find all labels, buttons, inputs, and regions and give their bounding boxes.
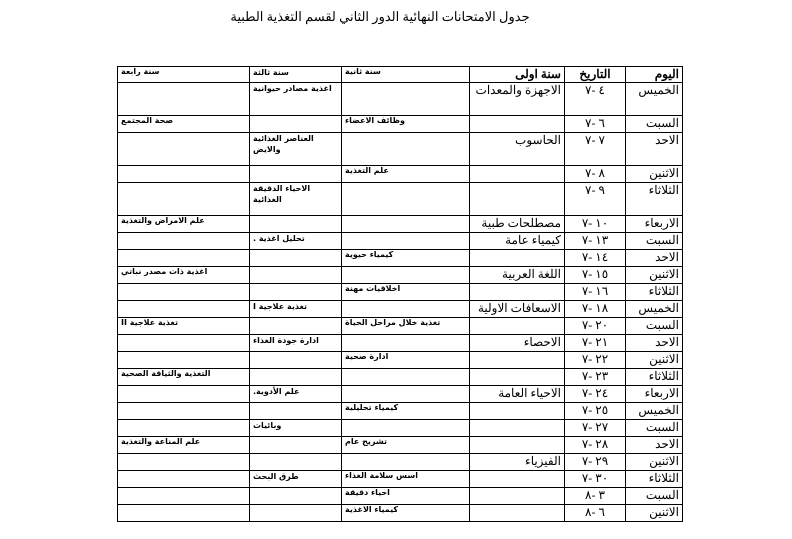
date-cell: ٢٣ -٧ — [565, 369, 626, 386]
day-cell: الخميس — [626, 83, 683, 116]
table-row — [118, 386, 683, 403]
year2-exam-cell — [342, 386, 470, 403]
table-row — [118, 352, 683, 369]
year4-exam-cell — [118, 488, 250, 505]
date-cell: ٢٨ -٧ — [565, 437, 626, 454]
date-cell: ١٠ -٧ — [565, 216, 626, 233]
year1-exam-cell — [470, 471, 565, 488]
year1-exam-cell — [470, 437, 565, 454]
day-cell: الخميس — [626, 301, 683, 318]
date-cell: ١٨ -٧ — [565, 301, 626, 318]
year1-exam-cell — [470, 369, 565, 386]
year3-exam-cell: تغذية علاجية I — [250, 301, 342, 318]
year3-exam-cell — [250, 454, 342, 471]
year4-exam-cell: علم الامراض والتغذية — [118, 216, 250, 233]
day-cell: الاحد — [626, 335, 683, 352]
year3-exam-cell: العناصر الغذائية والايض — [250, 133, 342, 166]
date-cell: ٢٢ -٧ — [565, 352, 626, 369]
date-cell: ٢٩ -٧ — [565, 454, 626, 471]
year2-exam-cell — [342, 267, 470, 284]
year1-exam-cell — [470, 505, 565, 522]
year2-exam-cell — [342, 335, 470, 352]
year4-exam-cell — [118, 133, 250, 166]
year3-exam-cell: ادارة جودة الغذاء — [250, 335, 342, 352]
year4-exam-cell — [118, 250, 250, 267]
year2-exam-cell: اسس سلامة الغذاء — [342, 471, 470, 488]
header-day: اليوم — [626, 67, 683, 83]
table-row — [118, 301, 683, 318]
year3-exam-cell — [250, 437, 342, 454]
year4-exam-cell — [118, 166, 250, 183]
date-cell: ٢١ -٧ — [565, 335, 626, 352]
date-cell: ٨ -٧ — [565, 166, 626, 183]
year4-exam-cell — [118, 386, 250, 403]
day-cell: السبت — [626, 116, 683, 133]
table-row — [118, 437, 683, 454]
year1-exam-cell: الاسعافات الاولية — [470, 301, 565, 318]
year2-exam-cell: ادارة صحية — [342, 352, 470, 369]
day-cell: الاثنين — [626, 454, 683, 471]
table-row — [118, 335, 683, 352]
date-cell: ١٥ -٧ — [565, 267, 626, 284]
year3-exam-cell — [250, 488, 342, 505]
day-cell: الاربعاء — [626, 386, 683, 403]
day-cell: الاثنين — [626, 352, 683, 369]
year3-exam-cell — [250, 403, 342, 420]
year4-exam-cell — [118, 352, 250, 369]
year4-exam-cell — [118, 454, 250, 471]
year3-exam-cell — [250, 166, 342, 183]
year4-exam-cell — [118, 505, 250, 522]
year3-exam-cell — [250, 216, 342, 233]
year4-exam-cell — [118, 420, 250, 437]
day-cell: الاثنين — [626, 505, 683, 522]
year3-exam-cell — [250, 250, 342, 267]
year2-exam-cell: تغذية خلال مراحل الحياة — [342, 318, 470, 335]
day-cell: الثلاثاء — [626, 183, 683, 216]
day-cell: الثلاثاء — [626, 369, 683, 386]
year3-exam-cell — [250, 352, 342, 369]
year2-exam-cell: وظائف الاعضاء — [342, 116, 470, 133]
table-row — [118, 369, 683, 386]
year2-exam-cell: تشريح عام — [342, 437, 470, 454]
year1-exam-cell — [470, 352, 565, 369]
year2-exam-cell: احياء دقيقة — [342, 488, 470, 505]
date-cell: ٢٠ -٧ — [565, 318, 626, 335]
year2-exam-cell — [342, 183, 470, 216]
date-cell: ١٦ -٧ — [565, 284, 626, 301]
year2-exam-cell — [342, 369, 470, 386]
year3-exam-cell: الاحياء الدقيقة الغذائية — [250, 183, 342, 216]
exam-schedule-table — [117, 66, 683, 522]
year2-exam-cell — [342, 233, 470, 250]
year1-exam-cell — [470, 420, 565, 437]
year1-exam-cell — [470, 488, 565, 505]
year3-exam-cell: وبائيات — [250, 420, 342, 437]
year4-exam-cell — [118, 83, 250, 116]
date-cell: ٤ -٧ — [565, 83, 626, 116]
date-cell: ٣ -٨ — [565, 488, 626, 505]
year3-exam-cell — [250, 505, 342, 522]
year4-exam-cell — [118, 301, 250, 318]
year1-exam-cell: الحاسوب — [470, 133, 565, 166]
year4-exam-cell — [118, 403, 250, 420]
table-row — [118, 284, 683, 301]
year2-exam-cell: كيمياء تحليلية — [342, 403, 470, 420]
day-cell: السبت — [626, 488, 683, 505]
date-cell: ٧ -٧ — [565, 133, 626, 166]
day-cell: الثلاثاء — [626, 284, 683, 301]
year1-exam-cell: الاحصاء — [470, 335, 565, 352]
year2-exam-cell — [342, 420, 470, 437]
table-row — [118, 216, 683, 233]
date-cell: ١٣ -٧ — [565, 233, 626, 250]
year1-exam-cell — [470, 284, 565, 301]
table-row — [118, 505, 683, 522]
day-cell: الاحد — [626, 437, 683, 454]
year1-exam-cell — [470, 166, 565, 183]
year2-exam-cell: اخلاقيات مهنة — [342, 284, 470, 301]
year1-exam-cell: الاجهزة والمعدات — [470, 83, 565, 116]
year1-exam-cell: كيمياء عامة — [470, 233, 565, 250]
header-year1: سنة اولى — [470, 67, 565, 83]
year3-exam-cell: علم الأدوية. — [250, 386, 342, 403]
table-header-row — [118, 67, 683, 83]
day-cell: الاثنين — [626, 166, 683, 183]
year2-exam-cell — [342, 216, 470, 233]
year1-exam-cell: الاحياء العامة — [470, 386, 565, 403]
year1-exam-cell — [470, 403, 565, 420]
year4-exam-cell: اغذية ذات مصدر نباتي — [118, 267, 250, 284]
year3-exam-cell — [250, 116, 342, 133]
year1-exam-cell: مصطلحات طبية — [470, 216, 565, 233]
year2-exam-cell — [342, 83, 470, 116]
year2-exam-cell: كيمياء الاغذية — [342, 505, 470, 522]
date-cell: ٩ -٧ — [565, 183, 626, 216]
table-row — [118, 233, 683, 250]
year1-exam-cell — [470, 116, 565, 133]
year4-exam-cell — [118, 284, 250, 301]
day-cell: الخميس — [626, 403, 683, 420]
date-cell: ٢٥ -٧ — [565, 403, 626, 420]
day-cell: السبت — [626, 318, 683, 335]
table-row — [118, 133, 683, 166]
table-row — [118, 267, 683, 284]
date-cell: ٢٧ -٧ — [565, 420, 626, 437]
year2-exam-cell — [342, 301, 470, 318]
header-date: التاريخ — [565, 67, 626, 83]
year2-exam-cell — [342, 454, 470, 471]
date-cell: ٢٤ -٧ — [565, 386, 626, 403]
year4-exam-cell — [118, 183, 250, 216]
day-cell: الاربعاء — [626, 216, 683, 233]
table-row — [118, 166, 683, 183]
year2-exam-cell: كيمياء حيوية — [342, 250, 470, 267]
day-cell: السبت — [626, 420, 683, 437]
page-title: جدول الامتحانات النهائية الدور الثاني لقسم التغذية الطبية — [230, 9, 530, 24]
table-row — [118, 116, 683, 133]
table-row — [118, 250, 683, 267]
year3-exam-cell: طرق البحث — [250, 471, 342, 488]
year1-exam-cell: اللغة العربية — [470, 267, 565, 284]
year4-exam-cell: علم المناعة والتغذية — [118, 437, 250, 454]
year1-exam-cell — [470, 318, 565, 335]
year3-exam-cell: تحليل اغذية . — [250, 233, 342, 250]
date-cell: ٦ -٧ — [565, 116, 626, 133]
year2-exam-cell: علم التغذية — [342, 166, 470, 183]
date-cell: ٣٠ -٧ — [565, 471, 626, 488]
table-row — [118, 488, 683, 505]
day-cell: الاحد — [626, 250, 683, 267]
table-row — [118, 420, 683, 437]
year4-exam-cell: التغذية والثياقة الصحية — [118, 369, 250, 386]
header-year2: سنة ثانية — [342, 67, 470, 83]
year1-exam-cell: الفيزياء — [470, 454, 565, 471]
day-cell: الاثنين — [626, 267, 683, 284]
year3-exam-cell — [250, 369, 342, 386]
year4-exam-cell: صحة المجتمع — [118, 116, 250, 133]
year1-exam-cell — [470, 183, 565, 216]
date-cell: ٦ -٨ — [565, 505, 626, 522]
table-row — [118, 83, 683, 116]
table-row — [118, 318, 683, 335]
year3-exam-cell — [250, 267, 342, 284]
day-cell: السبت — [626, 233, 683, 250]
year2-exam-cell — [342, 133, 470, 166]
day-cell: الاحد — [626, 133, 683, 166]
year4-exam-cell — [118, 335, 250, 352]
year4-exam-cell: تغذية علاجية II — [118, 318, 250, 335]
table-row — [118, 403, 683, 420]
day-cell: الثلاثاء — [626, 471, 683, 488]
year4-exam-cell — [118, 233, 250, 250]
year1-exam-cell — [470, 250, 565, 267]
table-row — [118, 454, 683, 471]
year4-exam-cell — [118, 471, 250, 488]
table-row — [118, 183, 683, 216]
date-cell: ١٤ -٧ — [565, 250, 626, 267]
header-year3: سنة ثالثة — [250, 67, 342, 83]
year3-exam-cell — [250, 284, 342, 301]
table-row — [118, 471, 683, 488]
header-year4: سنة رابعة — [118, 67, 250, 83]
year3-exam-cell: اغذية مصادر حيوانية — [250, 83, 342, 116]
year3-exam-cell — [250, 318, 342, 335]
